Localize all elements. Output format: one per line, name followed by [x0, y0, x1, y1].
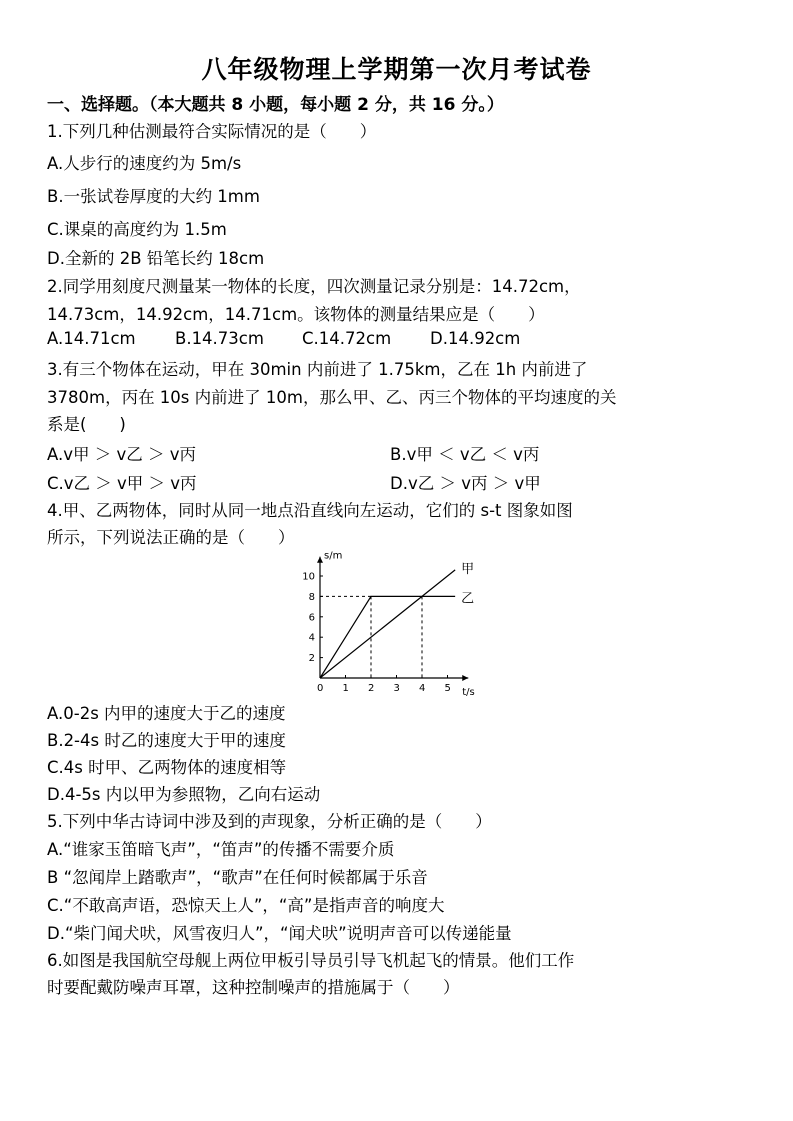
- q3-stem-line2: 3780m，丙在 10s 内前进了 10m，那么甲、乙、丙三个物体的平均速度的关: [47, 388, 617, 407]
- q1-option-a: A.人步行的速度约为 5m/s: [47, 154, 242, 173]
- q2-stem-line2: 14.73cm，14.92cm，14.71cm。该物体的测量结果应是（ ）: [47, 305, 545, 324]
- x-tick-label: 5: [444, 683, 451, 694]
- series-label-jia: 甲: [461, 561, 475, 577]
- y-tick-label: 4: [308, 632, 315, 644]
- q1-option-b: B.一张试卷厚度的大约 1mm: [47, 187, 260, 206]
- q4-stem-line1: 4.甲、乙两物体，同时从同一地点沿直线向左运动，它们的 s-t 图象如图: [47, 501, 573, 520]
- series-line-jia: [320, 570, 455, 678]
- x-axis-arrow: [462, 675, 468, 681]
- y-tick-label: 10: [302, 571, 315, 583]
- x-tick-label: 4: [419, 683, 426, 694]
- q3-option-d: D.v乙 ＞ v丙 ＞ v甲: [390, 474, 541, 493]
- q4-option-c: C.4s 时甲、乙两物体的速度相等: [47, 758, 287, 777]
- x-tick-label: 2: [368, 683, 375, 694]
- series-line-yi: [320, 596, 455, 678]
- s-t-chart: [300, 548, 500, 698]
- q4-stem-line2: 所示，下列说法正确的是（ ）: [47, 528, 295, 547]
- q5-option-a: A.“谁家玉笛暗飞声”，“笛声”的传播不需要介质: [47, 840, 395, 859]
- y-tick-label: 2: [308, 653, 315, 665]
- y-axis-arrow: [317, 557, 323, 563]
- y-axis-label: s/m: [324, 550, 343, 562]
- q3-stem-line1: 3.有三个物体在运动，甲在 30min 内前进了 1.75km，乙在 1h 内前进了: [47, 360, 588, 379]
- q2-option-d: D.14.92cm: [430, 329, 521, 348]
- q2-option-c: C.14.72cm: [302, 329, 392, 348]
- q1-stem: 1.下列几种估测最符合实际情况的是（ ）: [47, 122, 377, 141]
- x-tick-label: 1: [342, 683, 349, 694]
- q3-option-c: C.v乙 ＞ v甲 ＞ v丙: [47, 474, 197, 493]
- q6-stem-line2: 时要配戴防噪声耳罩，这种控制噪声的措施属于（ ）: [47, 978, 460, 997]
- page-title: 八年级物理上学期第一次月考试卷: [201, 55, 592, 84]
- q2-option-b: B.14.73cm: [175, 329, 264, 348]
- x-tick-label: 3: [393, 683, 400, 694]
- q5-option-c: C.“不敢高声语，恐惊天上人”，“高”是指声音的响度大: [47, 896, 445, 915]
- section-heading: 一、选择题。（本大题共 8 小题，每小题 2 分，共 16 分。）: [47, 95, 504, 115]
- q1-option-d: D.全新的 2B 铅笔长约 18cm: [47, 249, 265, 268]
- q3-option-b: B.v甲 ＜ v乙 ＜ v丙: [390, 445, 540, 464]
- q4-option-a: A.0-2s 内甲的速度大于乙的速度: [47, 704, 286, 723]
- q6-stem-line1: 6.如图是我国航空母舰上两位甲板引导员引导飞机起飞的情景。他们工作: [47, 951, 575, 970]
- q3-stem-line3: 系是( ): [47, 415, 126, 434]
- q2-option-a: A.14.71cm: [47, 329, 136, 348]
- q5-stem: 5.下列中华古诗词中涉及到的声现象，分析正确的是（ ）: [47, 812, 492, 831]
- q4-option-b: B.2-4s 时乙的速度大于甲的速度: [47, 731, 286, 750]
- x-tick-label: 0: [317, 683, 324, 694]
- q4-option-d: D.4-5s 内以甲为参照物，乙向右运动: [47, 785, 321, 804]
- q1-option-c: C.课桌的高度约为 1.5m: [47, 220, 227, 239]
- series-label-yi: 乙: [461, 591, 475, 607]
- y-tick-label: 6: [308, 612, 315, 624]
- x-axis-label: t/s: [462, 687, 475, 698]
- q2-stem-line1: 2.同学用刻度尺测量某一物体的长度，四次测量记录分别是：14.72cm，: [47, 277, 581, 296]
- q5-option-d: D.“柴门闻犬吠，风雪夜归人”，“闻犬吠”说明声音可以传递能量: [47, 924, 512, 943]
- y-tick-label: 8: [308, 591, 315, 603]
- q5-option-b: B “忽闻岸上踏歌声”，“歌声”在任何时候都属于乐音: [47, 868, 428, 887]
- q3-option-a: A.v甲 ＞ v乙 ＞ v丙: [47, 445, 197, 464]
